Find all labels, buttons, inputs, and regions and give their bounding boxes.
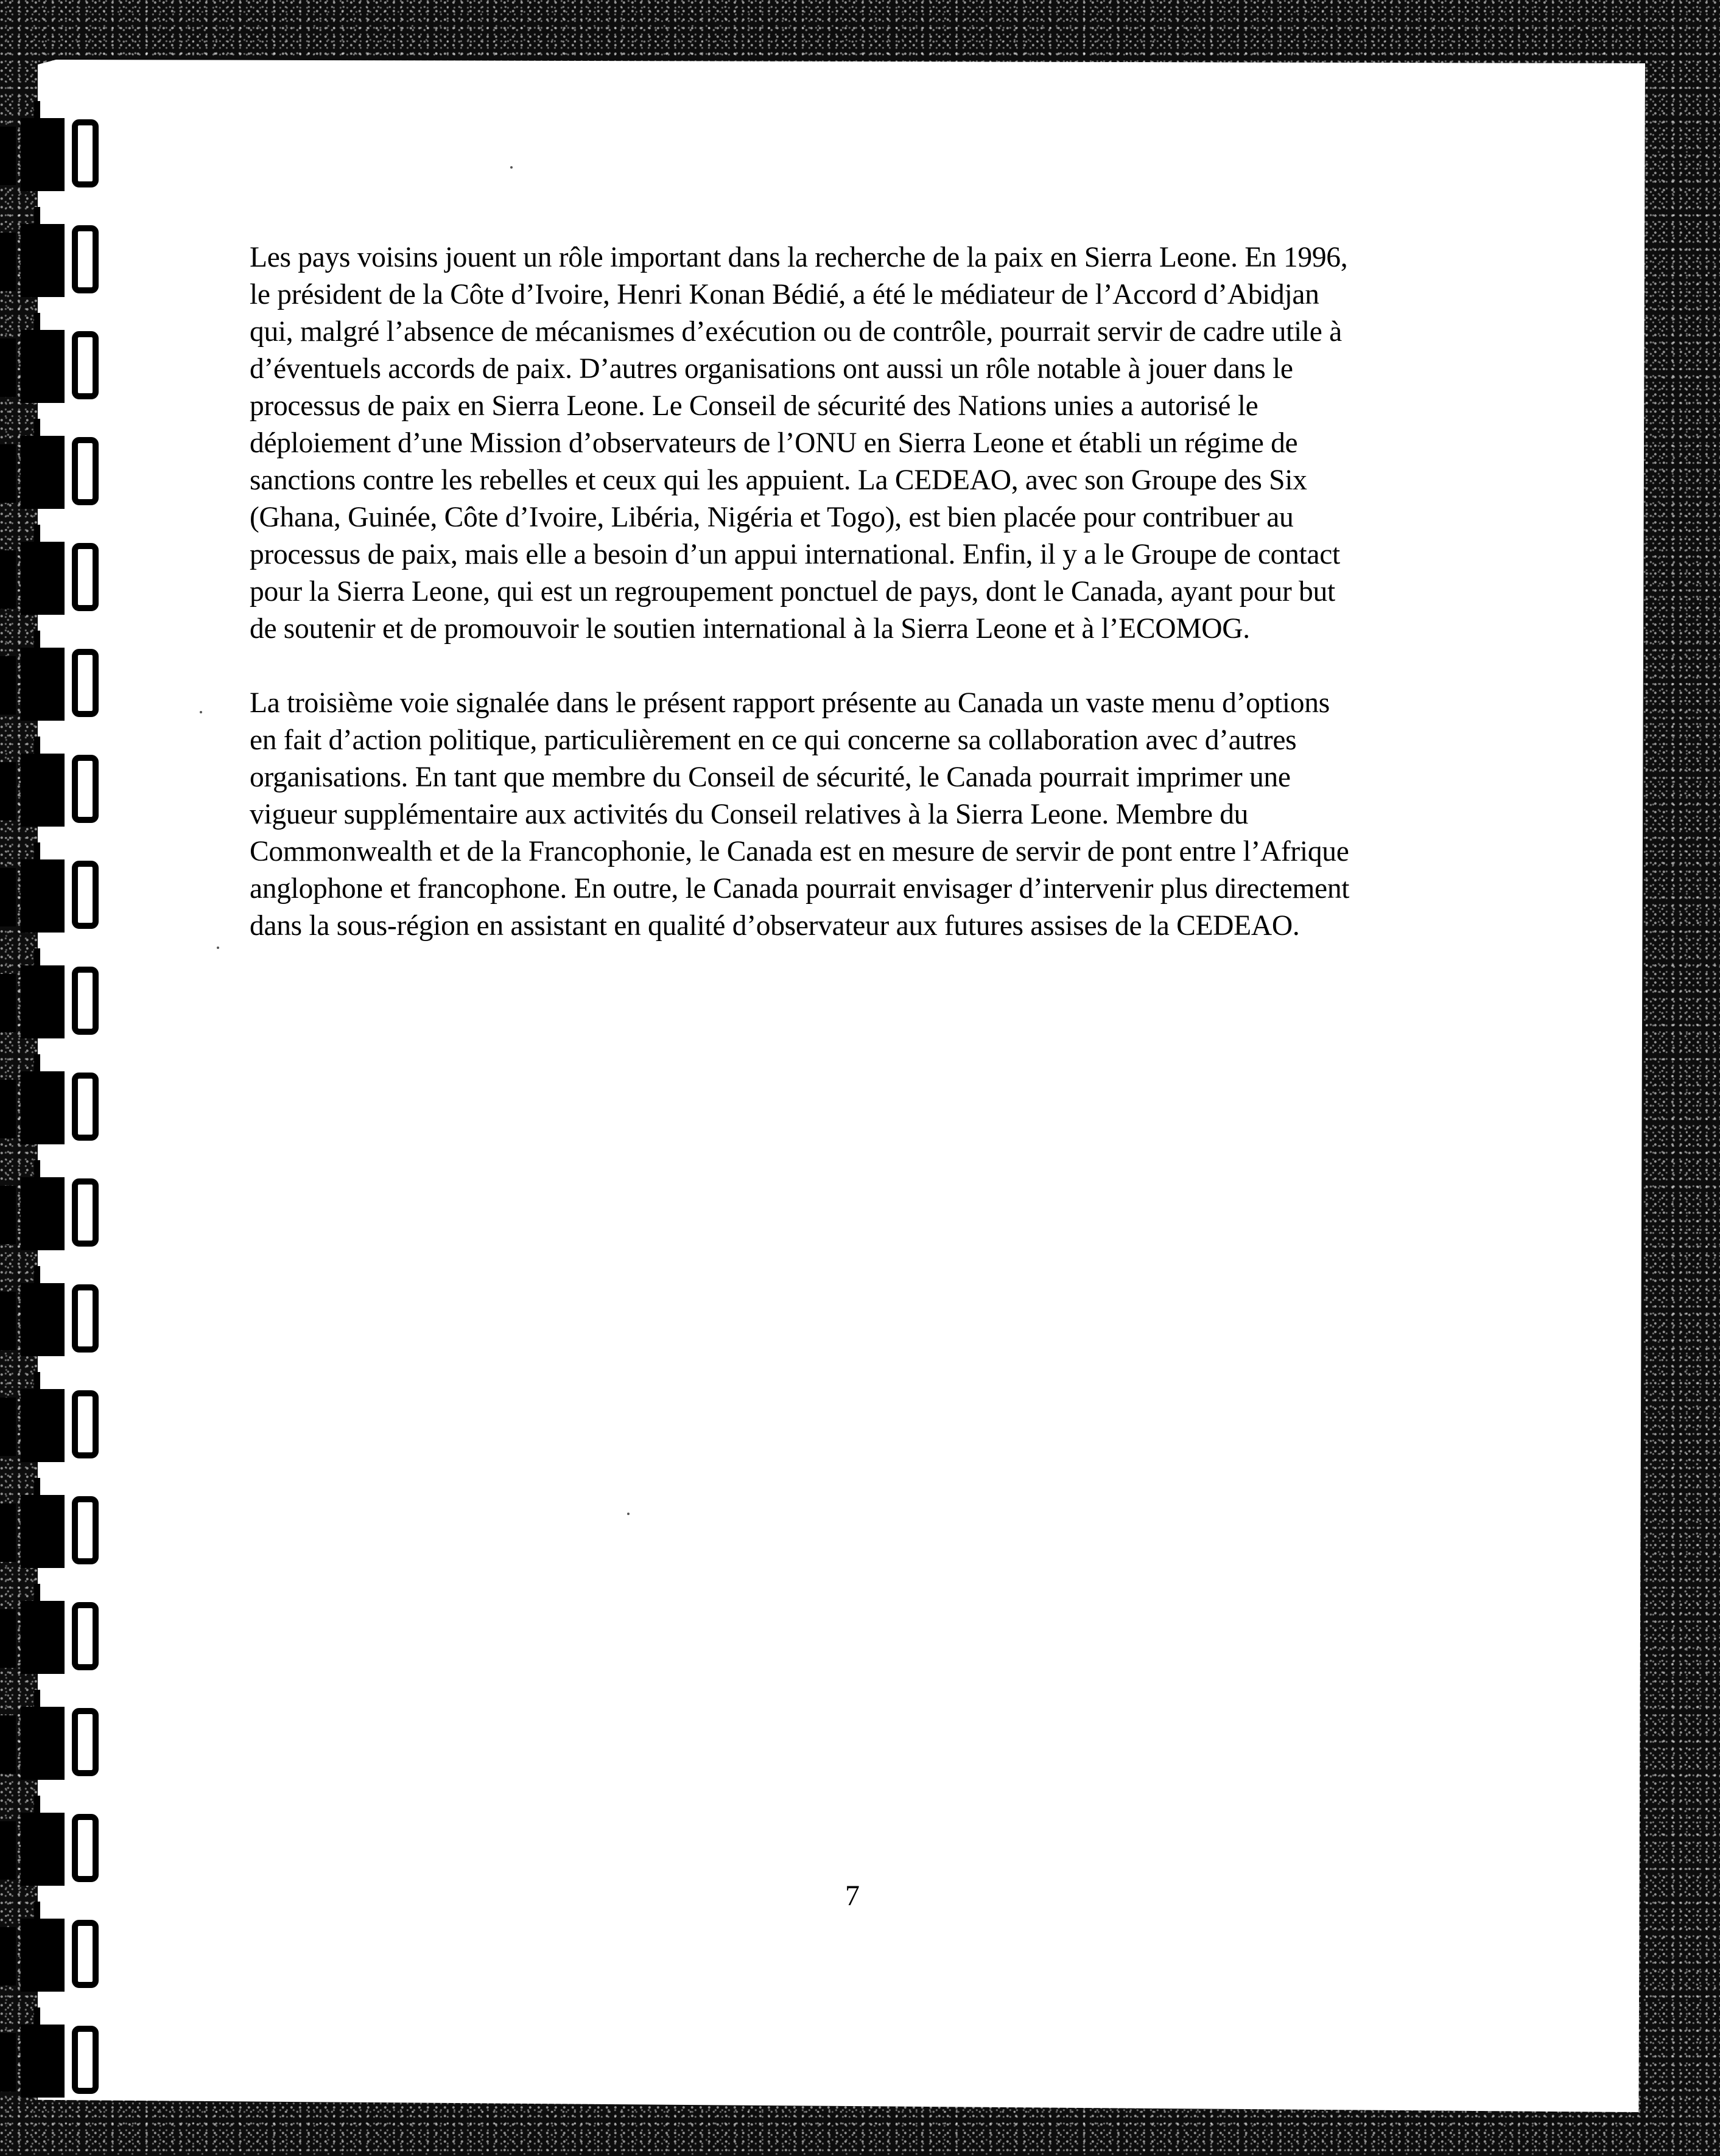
text-line: le président de la Côte d’Ivoire, Henri Konan Bédié, a été le médiateur de l’Accord d’Abidjan <box>250 279 1319 310</box>
binding-coil <box>0 644 116 723</box>
binding-coil <box>0 1385 116 1465</box>
text-line: de soutenir et de promouvoir le soutien international à la Sierra Leone et à l’ECOMOG. <box>250 613 1250 645</box>
text-line: processus de paix en Sierra Leone. Le Conseil de sécurité des Nations unies a autorisé le <box>250 390 1258 422</box>
text-line: La troisième voie signalée dans le présent rapport présente au Canada un vaste menu d’options <box>250 687 1330 719</box>
binding-coil <box>0 750 116 829</box>
text-line: en fait d’action politique, particulièrement en ce qui concerne sa collaboration avec d’autres <box>250 724 1297 756</box>
text-line: Commonwealth et de la Francophonie, le Canada est en mesure de servir de pont entre l’Afrique <box>250 836 1349 867</box>
scan-speck <box>627 1513 630 1515</box>
paragraph-neighbours <box>250 239 1467 648</box>
text-line: vigueur supplémentaire aux activités du Conseil relatives à la Sierra Leone. Membre du <box>250 799 1249 830</box>
binding-coil <box>0 1915 116 1994</box>
text-line: (Ghana, Guinée, Côte d’Ivoire, Libéria, Nigéria et Togo), est bien placée pour contribuer au <box>250 502 1294 533</box>
body-text <box>250 239 1467 945</box>
binding-coil <box>0 538 116 617</box>
text-line: déploiement d’une Mission d’observateurs de l’ONU en Sierra Leone et établi un régime de <box>250 427 1298 459</box>
binding-coil <box>0 1597 116 1676</box>
scan-speck <box>510 166 513 169</box>
page-number: 7 <box>845 1880 860 1912</box>
text-line: d’éventuels accords de paix. D’autres organisations ont aussi un rôle notable à jouer dans le <box>250 353 1293 385</box>
binding-coil <box>0 1279 116 1359</box>
binding-coil <box>0 856 116 935</box>
binding-coil <box>0 1174 116 1253</box>
text-line: processus de paix, mais elle a besoin d’un appui international. Enfin, il y a le Groupe de contact <box>250 539 1340 570</box>
binding-coil <box>0 432 116 511</box>
binding-coil <box>0 2021 116 2100</box>
binding-coil <box>0 1809 116 1888</box>
text-line: organisations. En tant que membre du Conseil de sécurité, le Canada pourrait imprimer une <box>250 761 1291 793</box>
scan-speck <box>200 711 202 713</box>
paragraph-gap <box>250 648 1467 685</box>
binding-coil <box>0 1703 116 1782</box>
binding-coil <box>0 114 116 194</box>
text-line: dans la sous-région en assistant en qualité d’observateur aux futures assises de la CEDEAO. <box>250 910 1300 942</box>
spiral-binding <box>0 60 116 2129</box>
text-line: Les pays voisins jouent un rôle important dans la recherche de la paix en Sierra Leone. En 1996, <box>250 242 1348 273</box>
text-line: anglophone et francophone. En outre, le Canada pourrait envisager d’intervenir plus directement <box>250 873 1350 905</box>
text-line: sanctions contre les rebelles et ceux qui les appuient. La CEDEAO, avec son Groupe des Six <box>250 464 1307 496</box>
binding-coil <box>0 220 116 299</box>
text-line: qui, malgré l’absence de mécanismes d’exécution ou de contrôle, pourrait servir de cadre utile à <box>250 316 1342 348</box>
text-line: pour la Sierra Leone, qui est un regroupement ponctuel de pays, dont le Canada, ayant pour but <box>250 576 1335 607</box>
scan-speck <box>217 947 219 949</box>
binding-coil <box>0 1068 116 1147</box>
binding-coil <box>0 326 116 405</box>
paragraph-third-way <box>250 685 1467 945</box>
binding-coil <box>0 1491 116 1570</box>
binding-coil <box>0 962 116 1041</box>
